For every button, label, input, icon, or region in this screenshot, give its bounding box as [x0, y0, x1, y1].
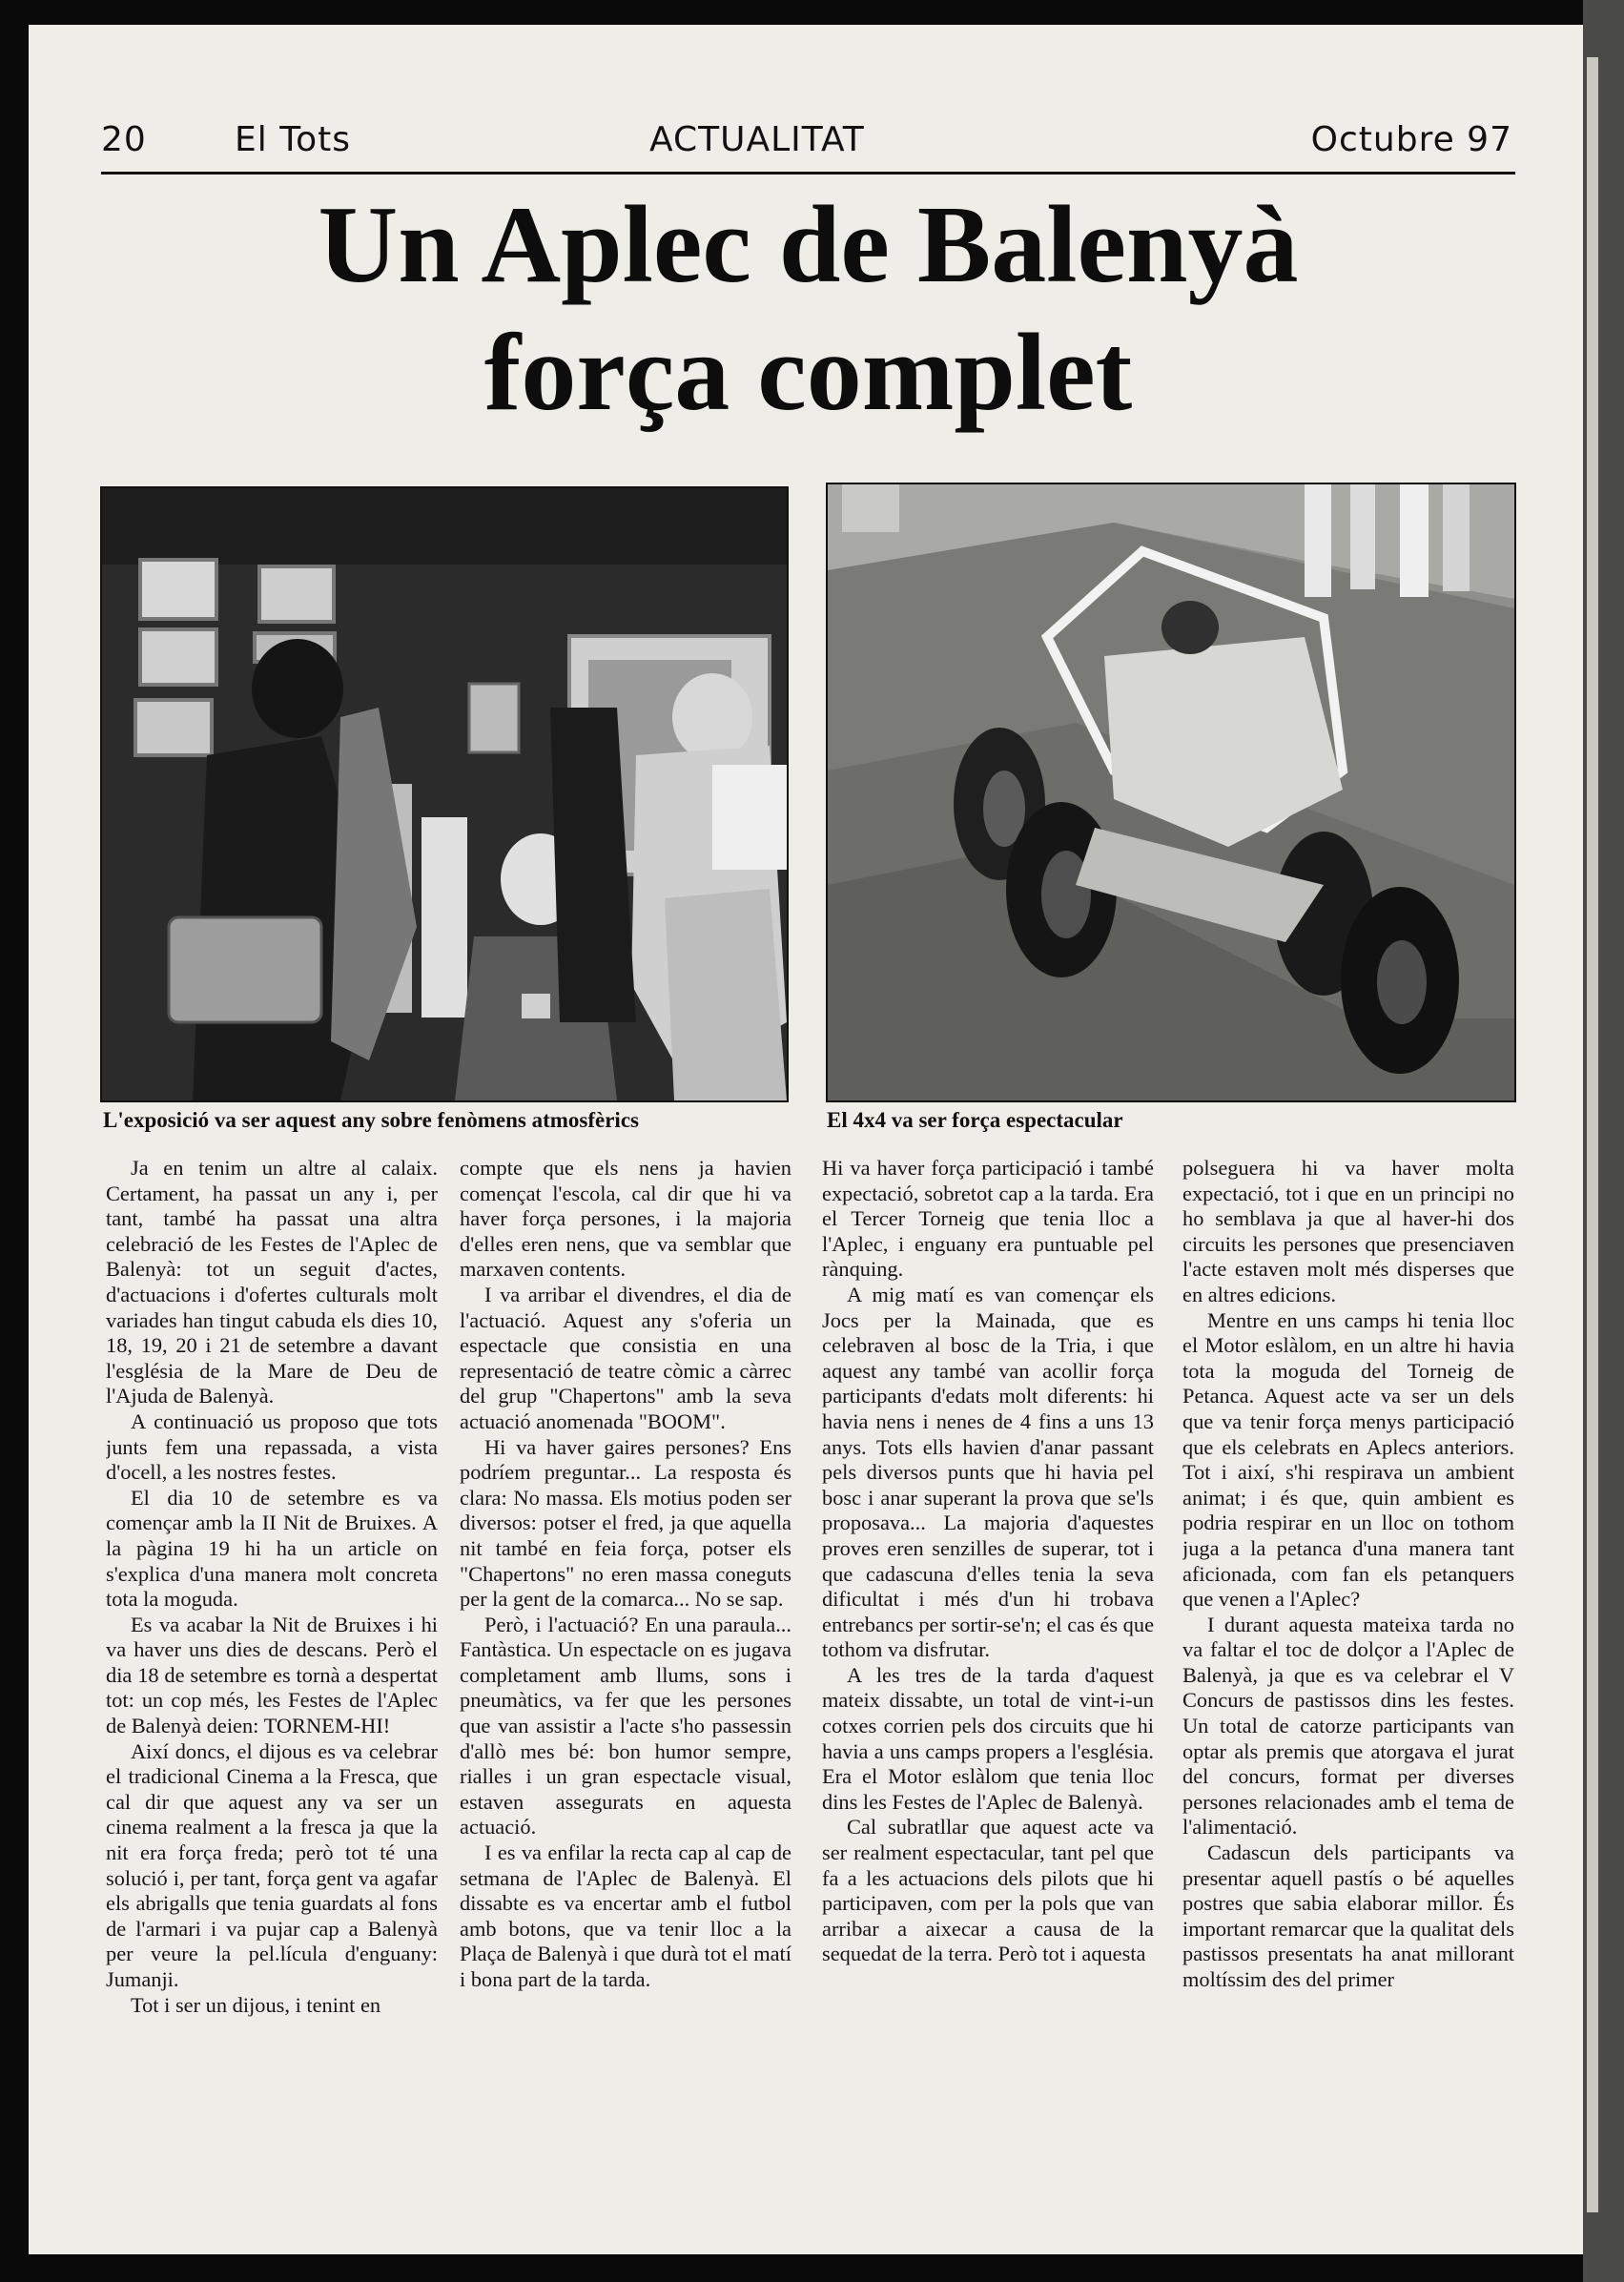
paragraph: A mig matí es van començar els Jocs per la Mainada, que es celebraven al bosc de la Tria, i que aquest any també van acollir força participants d'edats molt diferents: hi havia nens i nenes de 4 fins a uns 13 anys. Tots ells havien d'anar passant pels diversos punts que hi havia pel bosc i anar superant la prova que se'ls proposava... La majoria d'aquestes proves eren senzilles de superar, tot i que cadascuna d'elles tenia la seva dificultat i més d'un hi trobava entrebancs per sortir-se'n; el cas és que tothom va disfrutar. [822, 1282, 1154, 1662]
title-line-1: Un Aplec de Balenyà [318, 184, 1299, 306]
paragraph: Cal subratllar que aquest acte va ser realment espectacular, tant pel que fa a les actuacions dels pilots que hi participaven, com per la pols que van arribar a aixecar a causa de la sequedat de la terra. Però tot i aquesta [822, 1815, 1154, 1966]
article-column-1 [106, 1156, 438, 2148]
exhibition-photo [100, 486, 789, 1102]
photo-caption-4x4: El 4x4 va ser força espectacular [827, 1108, 1123, 1132]
publication-name: El Tots [235, 120, 351, 159]
section-name: ACTUALITAT [649, 120, 865, 159]
paragraph: I durant aquesta mateixa tarda no va faltar el toc de dolçor a l'Aplec de Balenyà, ja que es va celebrar el V Concurs de pastissos dins les festes. Un total de catorze participants van optar als premis que atorgava el jurat del concurs, format per diverses persones relacionades amb el tema de l'alimentació. [1182, 1612, 1514, 1840]
header-rule [101, 172, 1515, 175]
paragraph: A les tres de la tarda d'aquest mateix dissabte, un total de vint-i-un cotxes corrien pels dos circuits que hi havia a uns camps propers a l'església. Era el Motor eslàlom que tenia lloc dins les Festes de l'Aplec de Balenyà. [822, 1662, 1154, 1814]
title-line-2: força complet [483, 312, 1133, 434]
paragraph: Tot i ser un dijous, i tenint en [131, 1992, 381, 2017]
photo-caption-exhibition: L'exposició va ser aquest any sobre fenòmens atmosfèrics [103, 1108, 639, 1132]
paragraph: compte que els nens ja havien començat l'escola, cal dir que hi va haver força persones, i la majoria d'elles eren nens, que va semblar que marxaven contents. [460, 1156, 791, 1282]
paragraph: El dia 10 de setembre es va començar amb la II Nit de Bruixes. A la pàgina 19 hi ha un article on s'explica d'una manera molt concreta tota la moguda. [106, 1485, 438, 1612]
issue-date: Octubre 97 [1310, 120, 1512, 159]
article-title [101, 181, 1515, 437]
paragraph: Hi va haver gaires persones? Ens podríem preguntar... La resposta és clara: No massa. Els motius poden ser diversos: potser el fred, ja que aquella nit també en feia força, potser els "Chapertons" no eren massa coneguts per la gent de la comarca... No se sap. [460, 1434, 791, 1612]
paragraph: I va arribar el divendres, el dia de l'actuació. Aquest any s'oferia un espectacle que consistia en una representació de teatre còmic a càrrec del grup "Chapertons" amb la seva actuació anomenada "BOOM". [460, 1282, 791, 1433]
paragraph: I es va enfilar la recta cap al cap de setmana de l'Aplec de Balenyà. El dissabte es va encertar amb el futbol amb botons, que va tenir lloc a la Plaça de Balenyà i que durà tot el matí i bona part de la tarda. [460, 1840, 791, 1991]
paragraph: Hi va haver força participació i també expectació, sobretot cap a la tarda. Era el Tercer Torneig que tenia lloc a l'Aplec, i enguany era puntuable pel rànquing. [822, 1156, 1154, 1282]
article-column-2 [460, 1156, 791, 2148]
paragraph: Cadascun dels participants va presentar aquell pastís o bé aquelles postres que sabia elaborar millor. És important remarcar que la qualitat dels pastissos presentats ha anat millorant moltíssim des del primer [1182, 1840, 1514, 1991]
paragraph: Però, i l'actuació? En una paraula... Fantàstica. Un espectacle on es jugava completament amb llums, sons i pneumàtics, va fer que les persones que van assistir a l'acte s'ho passessin d'allò mes bé: bon humor sempre, rialles i un gran espectacle visual, estaven assegurats en aquesta actuació. [460, 1612, 791, 1840]
paragraph: A continuació us proposo que tots junts fem una repassada, a vista d'ocell, a les nostres festes. [106, 1408, 438, 1485]
offroad-4x4-photo [826, 483, 1516, 1102]
article-column-3 [822, 1156, 1154, 2148]
paragraph: Ja en tenim un altre al calaix. Certament, ha passat un any i, per tant, també ha passat una altra celebració de les Festes de l'Aplec de Balenyà: tot un seguit d'actes, d'actuacions i d'ofertes culturals molt variades han tingut cabuda els dies 10, 18, 19, 20 i 21 de setembre a davant l'església de la Mare de Deu de l'Ajuda de Balenyà. [106, 1156, 438, 1408]
page-edge [1583, 0, 1624, 2282]
paragraph: Així doncs, el dijous es va celebrar el tradicional Cinema a la Fresca, que cal dir que aquest any va ser un cinema realment a la fresca ja que la nit era força freda; però tot té una solució i, per tant, força gent va agafar els abrigalls que tenia guardats al fons de l'armari i va pujar cap a Balenyà per veure la pel.lícula d'enguany: Jumanji. [106, 1738, 438, 1991]
paragraph: Es va acabar la Nit de Bruixes i hi va haver uns dies de descans. Però el dia 18 de setembre es tornà a despertat tot: un cop més, les Festes de l'Aplec de Balenyà deien: TORNEM-HI! [106, 1612, 438, 1738]
article-column-4 [1182, 1156, 1514, 2148]
page-header [72, 93, 1512, 158]
page-number: 20 [101, 120, 147, 159]
paragraph: polseguera hi va haver molta expectació, tot i que en un principi no ho semblava ja que al haver-hi dos circuits les persones que presenciaven l'acte estaven molt més disperses que en altres edicions. [1182, 1156, 1514, 1306]
paragraph: Mentre en uns camps hi tenia lloc el Motor eslàlom, en un altre hi havia tota la moguda del Torneig de Petanca. Aquest acte va ser un dels que va tenir força menys participació que els celebrats en Aplecs anteriors. Tot i així, s'hi respirava un ambient animat; i és que, quin ambient es podria respirar en un lloc on tothom juga a la petanca d'una manera tant aficionada, com fan els petanquers que venen a l'Aplec? [1182, 1307, 1514, 1612]
